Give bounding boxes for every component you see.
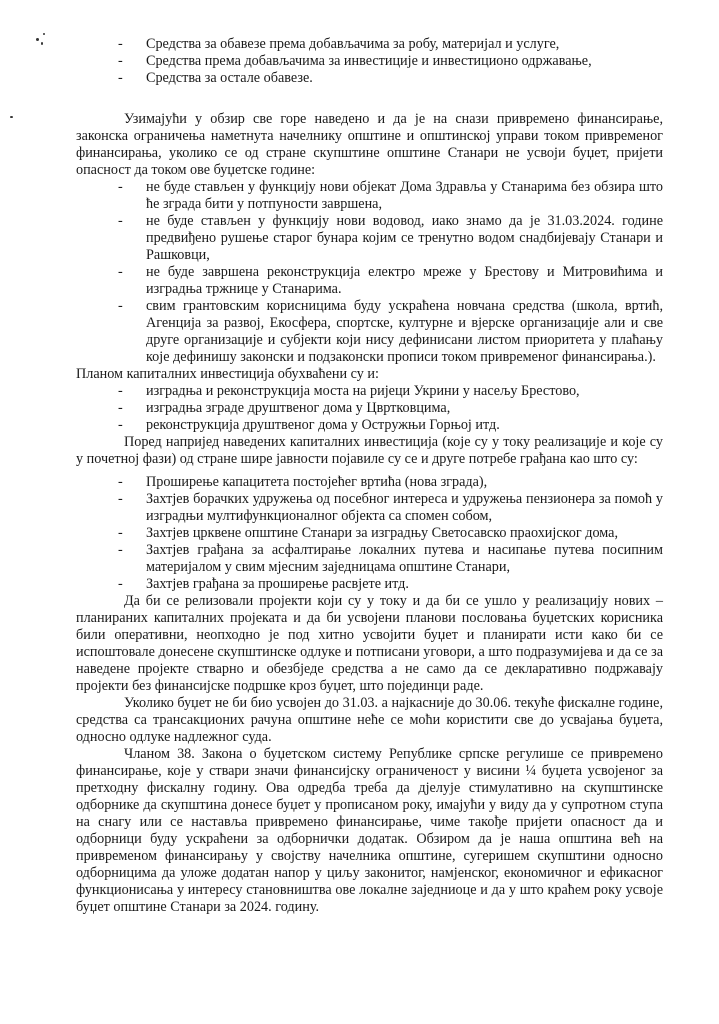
scan-speck bbox=[10, 116, 13, 118]
list-item bbox=[76, 179, 663, 213]
paragraph: Чланом 38. Закона о буџетском систему Републике српске регулише се привремено финансирање, које у ствари значи финансијску ограниченост у висини ¼ буџета усвојеног за претходну фискалну годину. Ова одредба треба да дјелује стимулативно на скупштинске одборнике да скупштина донесе буџет у прописаном року, имајући у виду да у супротном ступа на снагу или се наставља привремено финансирање, чиме такође пријети опасност да и одборници буду ускраћени за одборнички додатак. Обзиром да је наша општина већ на привременом финансирању у својству начелника општине, сугеришем скупштини односно одборницима да уложе додатан напор у циљу законитог, намјенског, економичног и ефикасног функционисања у интересу становништва ове локалне заједниоце и да у што краћем року усвоје буџет општине Станари за 2024. годину. bbox=[76, 746, 663, 915]
list-item bbox=[76, 417, 663, 434]
list-dash: - bbox=[118, 542, 123, 558]
list-item-text: Захтјев грађана за проширење расвјете итд. bbox=[146, 576, 409, 592]
list-item bbox=[76, 70, 663, 87]
obligations-list bbox=[76, 36, 663, 87]
paragraph: Узимајући у обзир све горе наведено и да је на снази привремено финансирање, законска ограничења наметнута начелнику општине и општинској управи током привременог финансирања, уколико се од стране скупштине општине Станари не усвоји буџет, пријети опасност да током ове буџетске године: bbox=[76, 111, 663, 178]
list-item-text: не буде стављен у функцију нови објекат Дома Здравља у Станарима без обзира што ће зграда бити у потпуности завршена, bbox=[146, 179, 663, 212]
list-item bbox=[76, 298, 663, 366]
list-item bbox=[76, 576, 663, 593]
list-item bbox=[76, 400, 663, 417]
scan-speck bbox=[43, 33, 45, 35]
list-dash: - bbox=[118, 576, 123, 592]
list-dash: - bbox=[118, 264, 123, 280]
list-item-text: свим грантовским корисницима буду ускраћена новчана средства (школа, вртић, Агенција за развој, Екосфера, спортске, културне и вјерске организације али и све друге организације и субјекти који нису дефинисани листом приоритета у плаћању које дефинишу законски и подзаконски прописи током привременог финансирања.). bbox=[146, 298, 663, 365]
list-dash: - bbox=[118, 36, 123, 52]
list-dash: - bbox=[118, 213, 123, 229]
list-item bbox=[76, 525, 663, 542]
list-item bbox=[76, 53, 663, 70]
list-item-text: Захтјев борачких удружења од посебног интереса и удружења пензионера за помоћ у изградњи мултифункционалног објекта са спомен собом, bbox=[146, 491, 663, 524]
document-body bbox=[76, 36, 663, 916]
paragraph: Планом капиталних инвестиција обухваћени су и: bbox=[76, 366, 379, 382]
paragraph: Поред напријед наведених капиталних инвестиција (које су у току реализације и које су у почетној фази) од стране шире јавности појавиле су се и друге потребе грађана као што су: bbox=[76, 434, 663, 467]
list-dash: - bbox=[118, 400, 123, 416]
list-item-text: изградња и реконструкција моста на ријеци Укрини у насељу Брестово, bbox=[146, 383, 580, 399]
list-item-text: Средства за обавезе према добављачима за робу, материјал и услуге, bbox=[146, 36, 560, 52]
citizen-needs-list bbox=[76, 474, 663, 593]
risks-list bbox=[76, 179, 663, 366]
list-item bbox=[76, 264, 663, 298]
list-item bbox=[76, 491, 663, 525]
list-item-text: не буде стављен у функцију нови водовод, иако знамо да је 31.03.2024. године предвиђено рушење старог бунара којим се тренутно водом снадбијевају Станари и Рашковци, bbox=[146, 213, 663, 263]
list-item bbox=[76, 474, 663, 491]
list-item-text: Захтјев грађана за асфалтирање локалних путева и насипање путева посипним материјалом у свим мјесним заједницама општине Станари, bbox=[146, 542, 663, 575]
scan-speck bbox=[36, 38, 39, 41]
paragraph: Да би се релизовали пројекти који су у току и да би се ушло у реализацију нових – планираних капиталних пројеката и да би усвојени планови пословања буџетских корисника били оперативни, неопходно је под хитно усвојити буџет и планирати исти како би се испоштовале донесене скупштинске одлуке и потписани уговори, а што подразумијева и да се за наведене пројекте стварно и обезбједе средства а не само да се декларативно подржавају пројекти без финансијске подршке кроз буџет, што појединци раде. bbox=[76, 593, 663, 694]
list-dash: - bbox=[118, 53, 123, 69]
list-item-text: Проширење капацитета постојећег вртића (нова зграда), bbox=[146, 474, 488, 490]
list-item bbox=[76, 383, 663, 400]
list-dash: - bbox=[118, 474, 123, 490]
list-dash: - bbox=[118, 298, 123, 314]
list-dash: - bbox=[118, 70, 123, 86]
capital-investments-list bbox=[76, 383, 663, 434]
list-dash: - bbox=[118, 525, 123, 541]
list-item-text: не буде завршена реконструкција електро мреже у Брестову и Митровићима и изградња тржнице у Станарима. bbox=[146, 264, 663, 297]
list-dash: - bbox=[118, 491, 123, 507]
list-item-text: изградња зграде друштвеног дома у Цвртковцима, bbox=[146, 400, 451, 416]
list-item bbox=[76, 213, 663, 264]
paragraph: Уколико буџет не би био усвојен до 31.03. а најкасније до 30.06. текуће фискалне године, средства са трансакционих рачуна општине неће се моћи користити све до усвајања буџета, односно одлуке надлежног суда. bbox=[76, 695, 663, 745]
list-dash: - bbox=[118, 179, 123, 195]
list-dash: - bbox=[118, 383, 123, 399]
list-item-text: Средства према добављачима за инвестиције и инвестиционо одржавање, bbox=[146, 53, 592, 69]
list-item bbox=[76, 36, 663, 53]
list-item-text: Средства за остале обавезе. bbox=[146, 70, 313, 86]
list-item bbox=[76, 542, 663, 576]
list-item-text: реконструкција друштвеног дома у Остружњи Горњој итд. bbox=[146, 417, 500, 433]
list-item-text: Захтјев црквене општине Станари за изградњу Светосавско праохијског дома, bbox=[146, 525, 619, 541]
scan-speck bbox=[41, 42, 43, 45]
list-dash: - bbox=[118, 417, 123, 433]
